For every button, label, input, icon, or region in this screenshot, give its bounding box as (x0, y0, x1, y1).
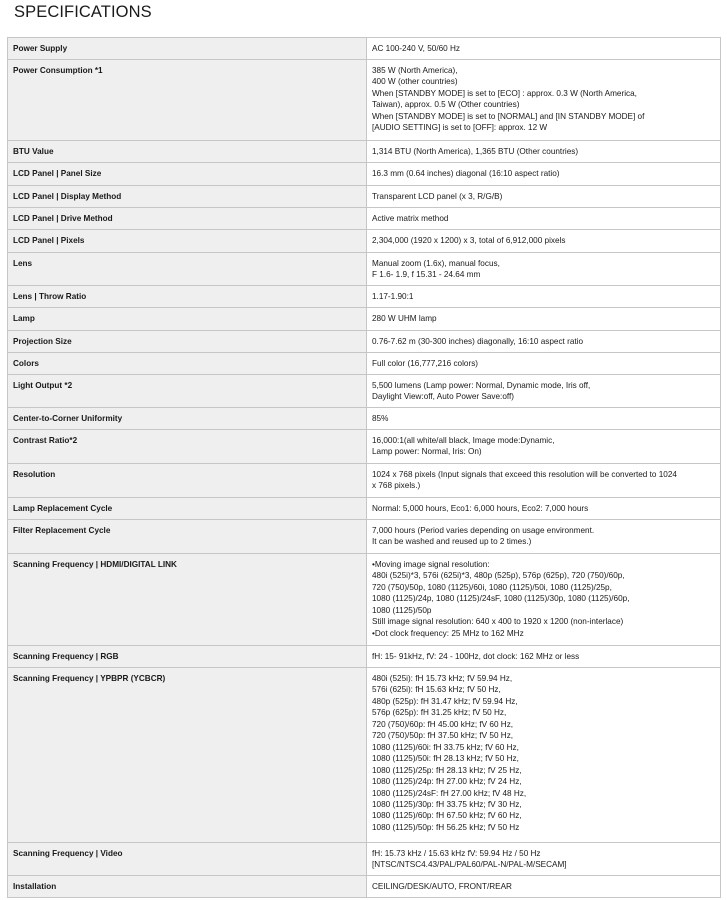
spec-value-line: 2,304,000 (1920 x 1200) x 3, total of 6,912,000 pixels (372, 236, 566, 245)
spec-row (8, 843, 721, 876)
spec-row (8, 186, 721, 208)
spec-row (8, 141, 721, 163)
spec-value-line: Normal: 5,000 hours, Eco1: 6,000 hours, Eco2: 7,000 hours (372, 504, 589, 513)
spec-value-line: Active matrix method (372, 214, 449, 223)
spec-value-line: [NTSC/NTSC4.43/PAL/PAL60/PAL-N/PAL-M/SECAM] (372, 860, 567, 870)
spec-value-line: 1024 x 768 pixels (Input signals that exceed this resolution will be converted to 1024 (372, 470, 677, 479)
spec-label: Installation (8, 876, 367, 898)
spec-value-line: 5,500 lumens (Lamp power: Normal, Dynamic mode, Iris off, (372, 381, 591, 390)
spec-value-line: [AUDIO SETTING] is set to [OFF]: approx. 12 W (372, 123, 548, 133)
spec-value (367, 353, 721, 375)
spec-value-line: fH: 15- 91kHz, fV: 24 - 100Hz, dot clock: 162 MHz or less (372, 652, 580, 661)
spec-label: Light Output *2 (8, 375, 367, 408)
spec-value (367, 520, 721, 554)
spec-value-line: 7,000 hours (Period varies depending on usage environment. (372, 526, 595, 535)
spec-value-line: 1080 (1125)/60p: fH 67.50 kHz; fV 60 Hz, (372, 811, 522, 821)
spec-table (7, 37, 721, 898)
spec-value-line: It can be washed and reused up to 2 times.) (372, 537, 532, 547)
spec-row (8, 498, 721, 520)
spec-row (8, 876, 721, 898)
spec-value-line: 1080 (1125)/50i: fH 28.13 kHz; fV 50 Hz, (372, 754, 519, 764)
spec-label: Contrast Ratio*2 (8, 430, 367, 464)
spec-label: Lamp Replacement Cycle (8, 498, 367, 520)
spec-value-line: 16,000:1(all white/all black, Image mode:Dynamic, (372, 436, 555, 445)
spec-value-line: 480p (525p): fH 31.47 kHz; fV 59.94 Hz, (372, 696, 518, 706)
spec-row (8, 230, 721, 253)
spec-value-line: 1080 (1125)/60i: fH 33.75 kHz; fV 60 Hz, (372, 742, 519, 752)
spec-row (8, 408, 721, 430)
spec-row (8, 464, 721, 498)
spec-value-line: 480i (525i)*3, 576i (625i)*3, 480p (525p), 576p (625p), 720 (750)/60p, (372, 571, 625, 581)
spec-value-line: x 768 pixels.) (372, 481, 421, 491)
spec-value-line: 1080 (1125)/24sF: fH 27.00 kHz; fV 48 Hz, (372, 788, 527, 798)
spec-value-line: 720 (750)/50p, 1080 (1125)/60i, 1080 (1125)/50i, 1080 (1125)/25p, (372, 582, 612, 592)
spec-value-line: 1080 (1125)/50p (372, 605, 432, 615)
spec-value (367, 331, 721, 353)
spec-row (8, 353, 721, 375)
spec-value-line: Lamp power: Normal, Iris: On) (372, 447, 482, 457)
spec-label: Center-to-Corner Uniformity (8, 408, 367, 430)
spec-value-line: When [STANDBY MODE] is set to [ECO] : approx. 0.3 W (North America, (372, 88, 637, 98)
spec-row (8, 375, 721, 408)
spec-table-body (8, 38, 721, 898)
spec-row (8, 286, 721, 308)
spec-value (367, 163, 721, 186)
spec-value (367, 230, 721, 253)
spec-label: Lamp (8, 308, 367, 331)
spec-value-line: AC 100-240 V, 50/60 Hz (372, 44, 460, 53)
spec-row (8, 331, 721, 353)
spec-value-line: Transparent LCD panel (x 3, R/G/B) (372, 192, 503, 201)
spec-value-line: 720 (750)/60p: fH 45.00 kHz; fV 60 Hz, (372, 719, 514, 729)
spec-value-line: 0.76-7.62 m (30-300 inches) diagonally, 16:10 aspect ratio (372, 337, 584, 346)
spec-value-line: 385 W (North America), (372, 66, 458, 75)
spec-label: BTU Value (8, 141, 367, 163)
spec-value (367, 430, 721, 464)
spec-value-line: 1080 (1125)/24p, 1080 (1125)/24sF, 1080 (1125)/30p, 1080 (1125)/60p, (372, 594, 630, 604)
spec-row (8, 253, 721, 286)
spec-label: Lens | Throw Ratio (8, 286, 367, 308)
spec-label: Projection Size (8, 331, 367, 353)
spec-row (8, 646, 721, 668)
spec-value-line: Full color (16,777,216 colors) (372, 359, 479, 368)
spec-value (367, 375, 721, 408)
spec-value-line: 1080 (1125)/30p: fH 33.75 kHz; fV 30 Hz, (372, 799, 522, 809)
spec-value-line: 480i (525i): fH 15.73 kHz; fV 59.94 Hz, (372, 674, 513, 683)
spec-value (367, 186, 721, 208)
spec-label: Colors (8, 353, 367, 375)
spec-value (367, 60, 721, 141)
spec-label: LCD Panel | Display Method (8, 186, 367, 208)
spec-row (8, 668, 721, 843)
spec-value-line: 85% (372, 414, 389, 423)
spec-label: Power Consumption *1 (8, 60, 367, 141)
spec-value-line: When [STANDBY MODE] is set to [NORMAL] and [IN STANDBY MODE] of (372, 111, 645, 121)
spec-value-line: 1,314 BTU (North America), 1,365 BTU (Other countries) (372, 147, 579, 156)
spec-value-line: 1080 (1125)/24p: fH 27.00 kHz; fV 24 Hz, (372, 777, 522, 787)
spec-label: Filter Replacement Cycle (8, 520, 367, 554)
spec-value-line: Taiwan), approx. 0.5 W (Other countries) (372, 100, 520, 110)
spec-value (367, 308, 721, 331)
spec-value-line: 16.3 mm (0.64 inches) diagonal (16:10 aspect ratio) (372, 169, 560, 178)
spec-value (367, 38, 721, 60)
spec-label: Power Supply (8, 38, 367, 60)
spec-value-line: •Dot clock frequency: 25 MHz to 162 MHz (372, 628, 524, 638)
spec-value (367, 141, 721, 163)
spec-value-line: CEILING/DESK/AUTO, FRONT/REAR (372, 882, 512, 891)
spec-value (367, 843, 721, 876)
spec-row (8, 520, 721, 554)
spec-label: Scanning Frequency | YPBPR (YCBCR) (8, 668, 367, 843)
spec-row (8, 208, 721, 230)
spec-value-line: 576p (625p): fH 31.25 kHz; fV 50 Hz, (372, 708, 507, 718)
spec-row (8, 38, 721, 60)
spec-value (367, 408, 721, 430)
page-title: SPECIFICATIONS (14, 3, 152, 21)
spec-value-line: 720 (750)/50p: fH 37.50 kHz; fV 50 Hz, (372, 731, 514, 741)
spec-value (367, 554, 721, 646)
spec-value-line: 1080 (1125)/25p: fH 28.13 kHz; fV 25 Hz, (372, 765, 522, 775)
spec-row (8, 163, 721, 186)
spec-row (8, 430, 721, 464)
spec-label: LCD Panel | Drive Method (8, 208, 367, 230)
spec-value (367, 464, 721, 498)
spec-value-line: 400 W (other countries) (372, 77, 458, 87)
spec-value (367, 498, 721, 520)
spec-value-line: 1080 (1125)/50p: fH 56.25 kHz; fV 50 Hz (372, 822, 520, 832)
spec-value-line: 280 W UHM lamp (372, 314, 437, 323)
spec-row (8, 308, 721, 331)
spec-value (367, 646, 721, 668)
spec-value-line: Daylight View:off, Auto Power Save:off) (372, 392, 514, 402)
spec-label: Resolution (8, 464, 367, 498)
spec-row (8, 554, 721, 646)
spec-label: Scanning Frequency | Video (8, 843, 367, 876)
spec-label: Scanning Frequency | RGB (8, 646, 367, 668)
spec-value (367, 668, 721, 843)
spec-value-line: 576i (625i): fH 15.63 kHz; fV 50 Hz, (372, 685, 501, 695)
spec-label: LCD Panel | Pixels (8, 230, 367, 253)
spec-label: Scanning Frequency | HDMI/DIGITAL LINK (8, 554, 367, 646)
spec-value-line: Manual zoom (1.6x), manual focus, (372, 259, 500, 268)
spec-value-line: F 1.6- 1.9, f 15.31 - 24.64 mm (372, 270, 481, 280)
spec-label: Lens (8, 253, 367, 286)
spec-value (367, 253, 721, 286)
spec-value (367, 876, 721, 898)
spec-value-line: •Moving image signal resolution: (372, 560, 490, 569)
spec-row (8, 60, 721, 141)
spec-value-line: fH: 15.73 kHz / 15.63 kHz fV: 59.94 Hz / 50 Hz (372, 849, 541, 858)
spec-value (367, 286, 721, 308)
spec-label: LCD Panel | Panel Size (8, 163, 367, 186)
spec-value-line: 1.17-1.90:1 (372, 292, 414, 301)
spec-value (367, 208, 721, 230)
spec-value-line: Still image signal resolution: 640 x 400 to 1920 x 1200 (non-interlace) (372, 617, 624, 627)
